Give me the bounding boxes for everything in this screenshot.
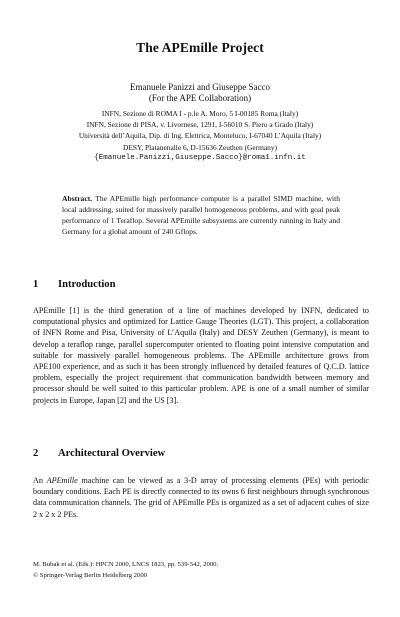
affiliation-line: INFN, Sezione di PISA, v. Livornese, 1291, I-56010 S. Piero a Grado (Italy) (86, 120, 314, 130)
abstract-label: Abstract. (62, 194, 93, 203)
body-paragraph (33, 475, 369, 520)
affiliation-line: INFN, Sezione di ROMA I - p.le A. Moro, 5 I-00185 Roma (Italy) (101, 109, 299, 118)
author-emails: {Emanuele.Panizzi,Giuseppe.Sacco}@roma1.infn.it (94, 153, 306, 162)
section-title: Architectural Overview (58, 448, 166, 459)
machine-name: APEmille (46, 476, 78, 485)
section-number: 1 (33, 279, 39, 290)
section-heading (33, 279, 116, 290)
copyright-line: © Springer-Verlag Berlin Heidelberg 2000 (33, 571, 148, 579)
abstract-text: The APEmille high performance computer is a parallel SIMD machine, with local addressing, suited for massively parallel homogeneous problems, and with goal peak performance of 1 Teraflop. Several APEmille subsystems are currently running in Italy and Germany for a global amount of 240 Gflops. (62, 194, 340, 236)
page-footer (33, 560, 369, 581)
affiliation-line: Università dell’Aquila, Dip. di Ing. Elettrica, Monteluco, I-67040 L’Aquila (Italy) (78, 131, 322, 141)
intro-prefix: An (33, 476, 47, 485)
citation-line: M. Bubak et al. (Eds.): HPCN 2000, LNCS 1823, pp. 539-542, 2000. (33, 561, 219, 568)
intro-text: machine can be viewed as a 3-D array of processing elements (PEs) with periodic boundary conditions. Each PE is directly connected to its owns 6 first neighbours through synchronous data communication channels. The grid of APEmille PEs is organized as a set of adjacent cubes of size 2 x 2 x 2 PEs. (33, 476, 369, 519)
author-block (0, 82, 400, 105)
body-paragraph: APEmille [1] is the third generation of a line of machines developed by INFN, dedicated to computational physics and optimized for Lattice Gauge Theories (LGT). This project, a collaboration of INFN Rome and Pisa, University of L’Aquila (Italy) and DESY Zeuthen (Germany), is meant to develop a teraflop range, parallel supercomputer oriented to floating point intensive computation and suitable for massively parallel homogeneous problems. The APEmille architecture grows from APE100 experience, and as such it has been strongly influenced by detailed features of Q.C.D. lattice problem, especially the project requirement that communication bandwidth between memory and processor should be well suited to this particular problem. APE is one of a small number of similar projects in Europe, Japan [2] and the US [3]. (33, 306, 369, 405)
affiliation-block (0, 108, 400, 164)
section-heading (33, 448, 165, 459)
author-names: Emanuele Panizzi and Giuseppe Sacco (130, 82, 270, 92)
section-title: Introduction (58, 279, 116, 290)
collaboration-note: (For the APE Collaboration) (148, 93, 252, 104)
paper-title: The APEmille Project (136, 40, 264, 55)
abstract (62, 194, 340, 238)
section-number: 2 (33, 448, 39, 459)
affiliation-line: DESY, Platanenalle 6, D-15636 Zeuthen (Germany) (122, 142, 277, 152)
